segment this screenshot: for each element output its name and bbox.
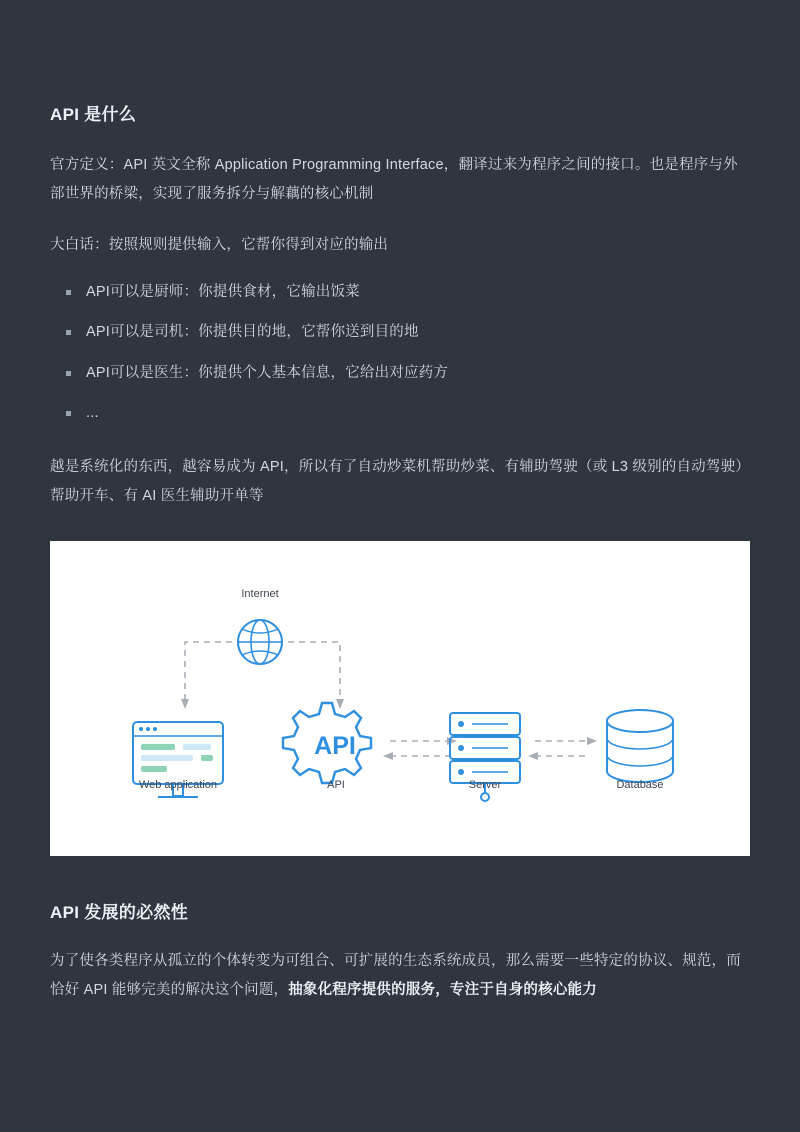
figure-label-web-application: Web application — [138, 778, 218, 791]
bullet-square-icon — [66, 290, 71, 295]
figure-label-api: API — [327, 778, 345, 791]
definition-paragraph: 官方定义：API 英文全称 Application Programming Interface，翻译过来为程序之间的接口。也是程序与外部世界的桥梁，实现了服务拆分与解藕的核心机制 — [50, 157, 738, 202]
example-list — [50, 280, 750, 427]
figure-label-server: Server — [468, 778, 502, 791]
paragraph-lead-text: 为了使各类程序从孤立的个体转变为可组合、可扩展的生态系统成员，那么需要一些特定的协议、规范，而恰好 API 能够完美的解决这个问题， — [50, 952, 741, 998]
api-badge-text: API — [314, 731, 356, 760]
list-item-label: API可以是司机：你提供目的地，它帮你送到目的地 — [86, 324, 419, 341]
list-item — [64, 280, 750, 305]
arrow-head — [447, 737, 457, 745]
api-gear-icon — [283, 703, 371, 783]
arrow-head — [528, 752, 538, 760]
arrow-head — [181, 699, 189, 709]
api-architecture-diagram — [50, 541, 750, 856]
arrow-head — [587, 737, 597, 745]
list-item — [64, 320, 750, 345]
list-item-label: API可以是医生：你提供个人基本信息，它给出对应药方 — [86, 364, 449, 381]
api-server-connector — [390, 741, 450, 756]
list-item-label: ... — [86, 405, 99, 422]
list-item — [64, 401, 750, 426]
systemization-paragraph: 越是系统化的东西，越容易成为 API，所以有了自动炒菜机帮助炒菜、有辅助驾驶（或 L3 级别的自动驾驶）帮助开车、有 AI 医生辅助开单等 — [50, 458, 750, 504]
api-evolution-paragraph — [50, 947, 750, 1005]
database-icon — [607, 710, 673, 782]
list-item — [64, 361, 750, 386]
arrow-head — [383, 752, 393, 760]
arrow-head — [336, 699, 344, 709]
plain-language-paragraph: 大白话：按照规则提供输入，它帮你得到对应的输出 — [50, 237, 389, 253]
internet-globe-icon — [238, 620, 282, 664]
list-item-label: API可以是厨师：你提供食材，它输出饭菜 — [86, 284, 360, 300]
api-architecture-figure — [50, 541, 750, 856]
figure-label-internet: Internet — [241, 587, 279, 600]
bullet-square-icon — [66, 330, 71, 335]
bullet-square-icon — [66, 411, 71, 416]
figure-label-database: Database — [616, 778, 664, 791]
bullet-square-icon — [66, 371, 71, 376]
page-title: API 是什么 — [50, 105, 137, 124]
server-database-connector — [535, 741, 590, 756]
paragraph-emphasis-text: 抽象化程序提供的服务，专注于自身的核心能力 — [288, 981, 597, 998]
section-title-api-evolution: API 发展的必然性 — [50, 902, 189, 922]
